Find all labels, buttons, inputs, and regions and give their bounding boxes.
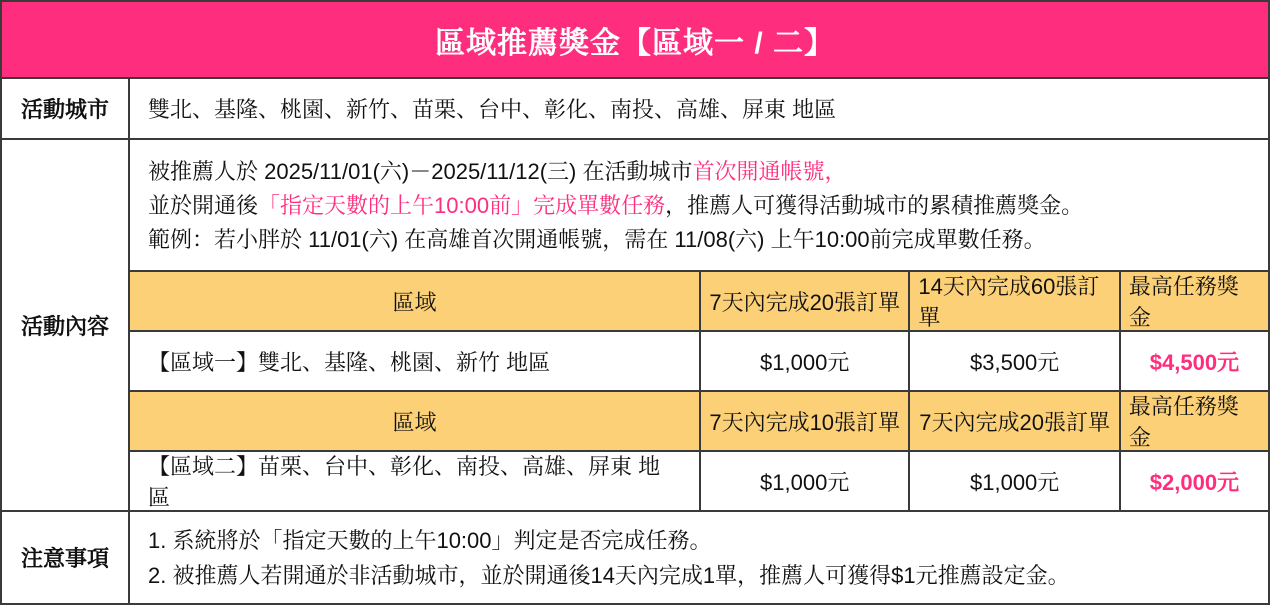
highlight-first-activation: 首次開通帳號， <box>692 159 847 184</box>
activity-cities-content <box>130 79 1268 138</box>
activity-details-label: 活動內容 <box>2 140 130 510</box>
title-banner <box>2 2 1268 77</box>
activity-details-content <box>130 140 1268 510</box>
note-item-1: 1. 系統將於「指定天數的上午10:00」判定是否完成任務。 <box>148 527 712 553</box>
bonus-table1-task1-amount: $1,000元 <box>699 330 908 390</box>
bonus-table2-max-amount: $2,000元 <box>1119 450 1268 510</box>
bonus-table1-task2-amount: $3,500元 <box>908 330 1119 390</box>
intro-line-1: 被推薦人於 2025/11/01(六)－2025/11/12(三) 在活動城市首次開通帳號， <box>148 159 847 184</box>
bonus-table1-header-task1: 7天內完成20張訂單 <box>699 270 908 330</box>
bonus-table <box>130 270 1268 510</box>
highlight-deadline-rule: 「指定天數的上午10:00前」完成單數任務 <box>258 193 666 218</box>
bonus-table2-header-region: 區域 <box>130 390 699 450</box>
intro-line-2: 並於開通後「指定天數的上午10:00前」完成單數任務，推薦人可獲得活動城市的累積推薦獎金。 <box>148 193 1084 218</box>
notes-content <box>130 512 1268 603</box>
bonus-table1-region-one-cities: 【區域一】雙北、基隆、桃園、新竹 地區 <box>130 330 699 390</box>
bonus-table2-header-max-bonus: 最高任務獎金 <box>1119 390 1268 450</box>
bonus-table1-header-max-bonus: 最高任務獎金 <box>1119 270 1268 330</box>
activity-intro-text <box>130 140 1268 270</box>
bonus-table2-header-task2: 7天內完成20張訂單 <box>908 390 1119 450</box>
row-activity-details <box>2 138 1268 510</box>
bonus-table2-task1-amount: $1,000元 <box>699 450 908 510</box>
note-item-2: 2. 被推薦人若開通於非活動城市，並於開通後14天內完成1單，推薦人可獲得$1元推薦設定金。 <box>148 562 1070 588</box>
bonus-table2-header-task1: 7天內完成10張訂單 <box>699 390 908 450</box>
row-notes <box>2 510 1268 603</box>
bonus-table1-header-region: 區域 <box>130 270 699 330</box>
activity-cities-label: 活動城市 <box>2 79 130 138</box>
notes-label: 注意事項 <box>2 512 130 603</box>
page-title: 區域推薦獎金【區域一 / 二】 <box>434 26 835 60</box>
bonus-table2-task2-amount: $1,000元 <box>908 450 1119 510</box>
bonus-table2-region-two-cities: 【區域二】苗栗、台中、彰化、南投、高雄、屏東 地區 <box>130 450 699 510</box>
bonus-table1-max-amount: $4,500元 <box>1119 330 1268 390</box>
bonus-table1-header-task2: 14天內完成60張訂單 <box>908 270 1119 330</box>
activity-cities-text: 雙北、基隆、桃園、新竹、苗栗、台中、彰化、南投、高雄、屏東 地區 <box>148 97 837 122</box>
row-activity-cities <box>2 77 1268 138</box>
intro-line-3-example: 範例：若小胖於 11/01(六) 在高雄首次開通帳號，需在 11/08(六) 上午10:00前完成單數任務。 <box>148 227 1046 252</box>
